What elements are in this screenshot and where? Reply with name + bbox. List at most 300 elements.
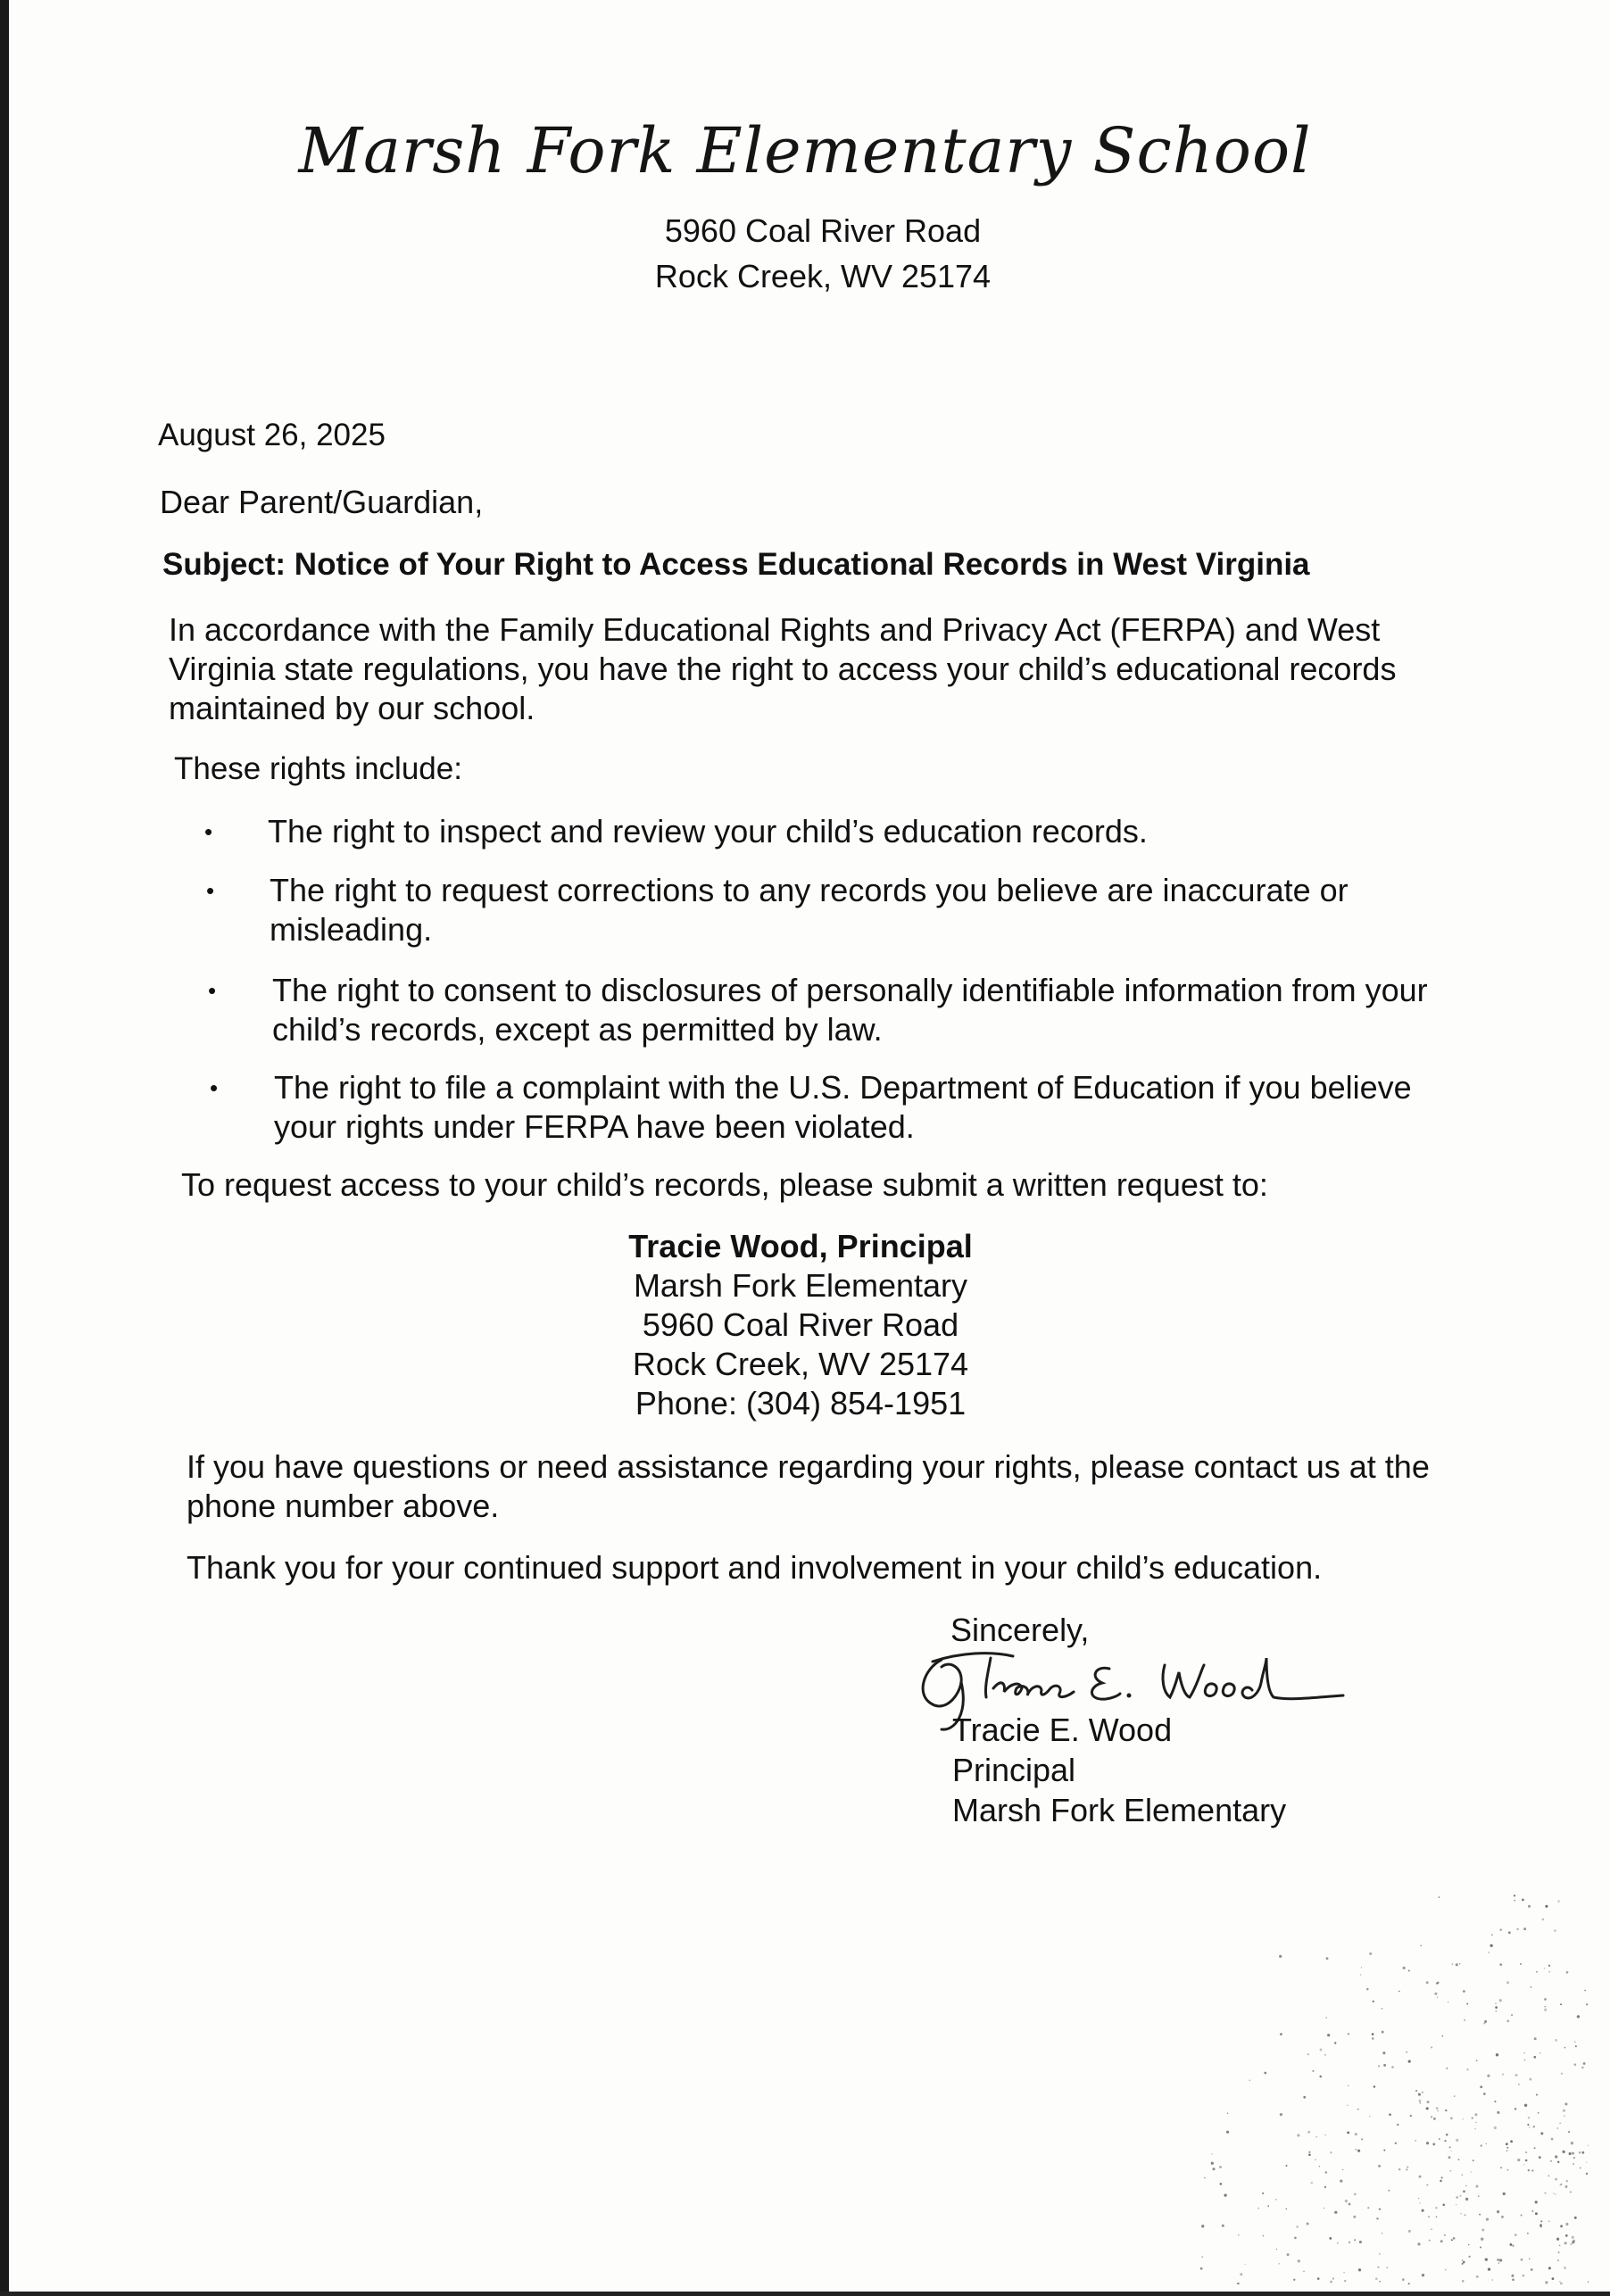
speckle-dot <box>1348 2033 1349 2035</box>
speckle-dot <box>1204 2177 1206 2179</box>
speckle-dot <box>1523 2275 1524 2276</box>
speckle-dot <box>1564 2102 1567 2105</box>
speckle-dot <box>1360 1974 1361 1975</box>
speckle-dot <box>1452 1963 1454 1965</box>
speckle-dot <box>1293 2279 1295 2281</box>
speckle-dot <box>1442 2203 1445 2206</box>
speckle-dot <box>1499 2259 1502 2261</box>
speckle-dot <box>1475 2185 1478 2188</box>
speckle-dot <box>1527 2233 1529 2234</box>
speckle-dot <box>1438 2110 1439 2111</box>
speckle-dot <box>1569 2152 1572 2155</box>
speckle-dot <box>1514 1900 1515 1902</box>
speckle-dot <box>1303 2271 1304 2272</box>
speckle-dot <box>1324 2186 1326 2188</box>
speckle-dot <box>1499 1928 1502 1931</box>
speckle-dot <box>1296 2226 1299 2228</box>
speckle-dot <box>1536 1971 1538 1973</box>
speckle-dot <box>1556 2127 1558 2129</box>
speckle-dot <box>1332 2277 1334 2279</box>
speckle-dot <box>1445 2110 1448 2112</box>
speckle-dot <box>1508 1931 1511 1934</box>
speckle-dot <box>1485 2258 1488 2260</box>
speckle-dot <box>1369 2116 1371 2118</box>
speckle-dot <box>1561 2184 1563 2185</box>
thanks-paragraph: Thank you for your continued support and involvement in your child’s education. <box>187 1549 1323 1586</box>
speckle-dot <box>1481 2228 1484 2231</box>
speckle-dot <box>1410 2115 1412 2117</box>
speckle-dot <box>1465 2214 1466 2216</box>
speckle-dot <box>1334 2211 1337 2214</box>
speckle-dot <box>1431 2228 1432 2230</box>
speckle-dot <box>1415 2090 1417 2092</box>
speckle-dot <box>1330 2151 1332 2153</box>
speckle-dot <box>1555 2039 1557 2042</box>
speckle-dot <box>1244 2264 1245 2265</box>
speckle-dot <box>1435 2207 1437 2209</box>
speckle-dot <box>1490 1944 1492 1947</box>
speckle-dot <box>1433 2118 1436 2120</box>
speckle-dot <box>1476 2060 1478 2061</box>
speckle-dot <box>1386 2267 1388 2268</box>
speckle-dot <box>1388 2190 1390 2192</box>
speckle-dot <box>1495 2010 1497 2012</box>
speckle-dot <box>1523 2164 1524 2165</box>
speckle-dot <box>1473 2159 1474 2161</box>
right-item-text: The right to request corrections to any records you believe are inaccurate or misleading. <box>270 872 1349 948</box>
speckle-dot <box>1577 2015 1580 2018</box>
speckle-dot <box>1503 2192 1506 2195</box>
speckle-dot <box>1434 1993 1437 1995</box>
speckle-dot <box>1548 2221 1550 2223</box>
speckle-dot <box>1427 2101 1430 2103</box>
speckle-dot <box>1395 2143 1397 2144</box>
speckle-dot <box>1431 2116 1432 2118</box>
speckle-dot <box>1572 2236 1574 2239</box>
speckle-dot <box>1422 2274 1424 2276</box>
speckle-dot <box>1420 2102 1421 2103</box>
speckle-dot <box>1349 2203 1351 2206</box>
scan-edge-bottom <box>0 2292 1610 2296</box>
speckle-dot <box>1355 2133 1357 2135</box>
request-instruction: To request access to your child’s records, please submit a written request to: <box>181 1166 1268 1203</box>
speckle-dot <box>1361 2138 1363 2140</box>
speckle-dot <box>1325 2134 1326 2135</box>
speckle-dot <box>1548 2175 1550 2176</box>
bullet-icon: • <box>206 877 215 904</box>
speckle-dot <box>1267 2205 1269 2207</box>
speckle-dot <box>1483 2093 1486 2095</box>
speckle-dot <box>1444 2140 1446 2142</box>
speckle-dot <box>1491 1935 1493 1936</box>
speckle-dot <box>1275 2199 1276 2200</box>
speckle-dot <box>1529 2078 1531 2081</box>
speckle-dot <box>1407 2167 1408 2168</box>
speckle-dot <box>1564 2115 1565 2117</box>
speckle-dot <box>1524 2104 1527 2107</box>
speckle-dot <box>1531 2268 1533 2271</box>
speckle-dot <box>1465 2185 1466 2186</box>
speckle-dot <box>1588 2145 1589 2146</box>
speckle-dot <box>1201 2225 1204 2227</box>
speckle-dot <box>1439 1896 1440 1898</box>
speckle-dot <box>1531 2210 1533 2212</box>
speckle-dot <box>1324 2054 1326 2056</box>
questions-paragraph: If you have questions or need assistance regarding your rights, please contact us at the phone number above. <box>187 1448 1430 1524</box>
speckle-dot <box>1343 2272 1344 2273</box>
speckle-dot <box>1474 2113 1477 2116</box>
speckle-dot <box>1227 2113 1228 2114</box>
speckle-dot <box>1420 1945 1422 1947</box>
speckle-dot <box>1511 2275 1514 2277</box>
speckle-dot <box>1559 2281 1560 2282</box>
speckle-dot <box>1220 2183 1223 2185</box>
speckle-dot <box>1391 2066 1394 2068</box>
speckle-dot <box>1559 2245 1560 2246</box>
speckle-dot <box>1583 2062 1586 2065</box>
contact-school: Marsh Fork Elementary <box>633 1267 968 1304</box>
speckle-dot <box>1465 2198 1468 2201</box>
closing-text: Sincerely, <box>950 1612 1090 1648</box>
speckle-dot <box>1444 2234 1446 2236</box>
speckle-dot <box>1535 2212 1538 2215</box>
speckle-dot <box>1472 2118 1473 2119</box>
speckle-dot <box>1481 2238 1483 2241</box>
school-name-heading: Marsh Fork Elementary School <box>298 114 1312 187</box>
speckle-dot <box>1542 1919 1545 1921</box>
speckle-dot <box>1468 2256 1470 2258</box>
speckle-dot <box>1559 2123 1560 2124</box>
speckle-dot <box>1494 2101 1496 2102</box>
speckle-dot <box>1487 2075 1490 2077</box>
speckle-dot <box>1437 1982 1439 1984</box>
subject-line: Subject: Notice of Your Right to Access Educational Records in West Virginia <box>162 547 1310 582</box>
speckle-dot <box>1238 2234 1239 2235</box>
speckle-dot <box>1454 2095 1455 2096</box>
speckle-dot <box>1307 2131 1310 2134</box>
speckle-dot <box>1548 1965 1550 1967</box>
speckle-dot <box>1586 2173 1588 2175</box>
speckle-dot <box>1418 2100 1421 2102</box>
speckle-dot <box>1212 2168 1215 2170</box>
speckle-dot <box>1456 1963 1458 1966</box>
speckle-dot <box>1376 2217 1379 2220</box>
speckle-dot <box>1480 2246 1481 2248</box>
signer-name: Tracie E. Wood <box>952 1712 1173 1748</box>
speckle-dot <box>1533 2056 1536 2059</box>
speckle-dot <box>1568 2131 1570 2133</box>
speckle-dot <box>1540 2132 1543 2134</box>
speckle-dot <box>1358 2268 1361 2271</box>
speckle-dot <box>1240 2273 1242 2275</box>
speckle-dot <box>1518 2084 1520 2085</box>
speckle-dot <box>1319 2166 1320 2167</box>
speckle-dot <box>1510 2140 1513 2143</box>
speckle-dot <box>1553 2192 1554 2193</box>
speckle-dot <box>1459 1963 1460 1964</box>
speckle-dot <box>1511 2014 1513 2016</box>
speckle-dot <box>1355 2149 1357 2151</box>
speckle-dot <box>1446 2134 1448 2136</box>
contact-street: 5960 Coal River Road <box>642 1306 959 1343</box>
speckle-dot <box>1555 2155 1557 2158</box>
speckle-dot <box>1539 2052 1541 2054</box>
speckle-dot <box>1535 2201 1538 2203</box>
speckle-dot <box>1544 2006 1545 2007</box>
speckle-dot <box>1456 2139 1458 2142</box>
speckle-dot <box>1528 1905 1531 1908</box>
speckle-dot <box>1556 2238 1559 2241</box>
speckle-dot <box>1506 2147 1508 2149</box>
speckle-dot <box>1509 2243 1512 2246</box>
speckle-dot <box>1517 2159 1520 2161</box>
right-item-text: The right to file a complaint with the U.S. Department of Education if you believe your rights under FERPA have been violated. <box>274 1069 1412 1145</box>
speckle-dot <box>1449 2146 1451 2148</box>
speckle-dot <box>1320 2049 1323 2051</box>
speckle-dot <box>1319 2076 1322 2078</box>
speckle-dot <box>1200 2267 1203 2270</box>
speckle-dot <box>1459 2195 1461 2197</box>
speckle-dot <box>1575 2045 1577 2047</box>
speckle-dot <box>1499 1999 1502 2002</box>
speckle-dot <box>1545 1905 1548 1908</box>
speckle-dot <box>1354 2193 1357 2196</box>
speckle-dot <box>1382 2008 1383 2010</box>
speckle-dot <box>1463 1990 1465 1993</box>
speckle-dot <box>1554 1929 1556 1931</box>
speckle-dot <box>1462 2259 1463 2260</box>
speckle-dot <box>1572 2241 1574 2243</box>
speckle-dot <box>1580 2168 1581 2169</box>
speckle-dot <box>1325 2171 1327 2173</box>
speckle-dot <box>1312 2070 1314 2072</box>
speckle-dot <box>1406 2051 1407 2053</box>
speckle-dot <box>1382 2051 1385 2054</box>
speckle-dot <box>1466 2003 1468 2005</box>
speckle-dot <box>1428 2216 1430 2217</box>
speckle-dot <box>1515 2108 1516 2110</box>
speckle-dot <box>1525 2151 1527 2153</box>
speckle-dot <box>1464 2019 1465 2021</box>
speckle-dot <box>1571 2142 1573 2144</box>
speckle-dot <box>1408 2283 1410 2284</box>
speckle-dot <box>1466 2068 1468 2070</box>
speckle-dot <box>1500 2167 1503 2169</box>
speckle-dot <box>1476 2275 1479 2278</box>
speckle-dot <box>1492 2279 1493 2280</box>
speckle-dot <box>1422 2092 1423 2093</box>
speckle-dot <box>1588 2281 1589 2283</box>
speckle-dot <box>1441 2035 1443 2037</box>
speckle-dot <box>1502 2074 1504 2076</box>
speckle-dot <box>1514 1894 1515 1896</box>
speckle-dot <box>1226 2131 1229 2134</box>
speckle-dot <box>1437 1997 1438 1998</box>
speckle-dot <box>1308 2151 1310 2153</box>
speckle-dot <box>1494 2126 1497 2129</box>
speckle-dot <box>1574 2217 1577 2219</box>
speckle-dot <box>1531 2170 1533 2172</box>
speckle-dot <box>1468 2244 1470 2246</box>
speckle-dot <box>1359 2241 1362 2243</box>
speckle-dot <box>1536 2093 1538 2095</box>
speckle-dot <box>1573 2157 1575 2159</box>
bullet-icon: • <box>208 977 217 1004</box>
speckle-dot <box>1426 2107 1429 2110</box>
speckle-dot <box>1555 2178 1557 2181</box>
speckle-dot <box>1408 2230 1411 2233</box>
speckle-dot <box>1307 2053 1309 2055</box>
contact-phone: Phone: (304) 854-1951 <box>635 1385 967 1422</box>
speckle-dot <box>1544 2009 1547 2011</box>
speckle-dot <box>1373 2001 1374 2002</box>
speckle-dot <box>1564 2242 1567 2244</box>
speckle-dot <box>1486 2218 1489 2221</box>
speckle-dot <box>1279 1955 1282 1958</box>
speckle-dot <box>1474 2128 1476 2130</box>
speckle-dot <box>1219 2166 1222 2168</box>
speckle-dot <box>1286 2165 1288 2167</box>
speckle-dot <box>1366 1988 1369 1991</box>
speckle-dot <box>1357 2109 1359 2110</box>
speckle-dot <box>1475 2122 1476 2123</box>
speckle-dot <box>1586 2003 1588 2005</box>
intro-paragraph: In accordance with the Family Educational Rights and Privacy Act (FERPA) and West Virginia state regulations, you have the right to access your child’s educational records maintained by our school. <box>169 611 1397 726</box>
speckle-dot <box>1523 1927 1526 1930</box>
speckle-dot <box>1201 2256 1203 2258</box>
speckle-dot <box>1361 1967 1362 1968</box>
speckle-dot <box>1581 2151 1584 2154</box>
speckle-dot <box>1517 1928 1519 1930</box>
speckle-dot <box>1564 2047 1566 2049</box>
speckle-dot <box>1573 2063 1576 2066</box>
speckle-dot <box>1548 1971 1549 1972</box>
speckle-dot <box>1551 2138 1554 2141</box>
speckle-dot <box>1512 2245 1514 2247</box>
speckle-dot <box>1287 2253 1290 2256</box>
speckle-dot <box>1574 2041 1575 2042</box>
speckle-dot <box>1565 2185 1568 2188</box>
speckle-dot <box>1354 2239 1356 2241</box>
speckle-dot <box>1560 2225 1563 2227</box>
speckle-dot <box>1440 2180 1441 2182</box>
speckle-dot <box>1379 2208 1381 2209</box>
speckle-dot <box>1521 2259 1523 2261</box>
speckle-dot <box>1237 2283 1240 2284</box>
speckle-dot <box>1533 2126 1535 2127</box>
speckle-dot <box>1315 2136 1316 2137</box>
speckle-dot <box>1415 2140 1416 2141</box>
speckle-dot <box>1497 2210 1499 2213</box>
speckle-dot <box>1548 2267 1551 2269</box>
speckle-dot <box>1544 1968 1545 1969</box>
speckle-dot <box>1448 2156 1451 2159</box>
speckle-dot <box>1521 2215 1523 2217</box>
speckle-dot <box>1565 2234 1568 2237</box>
speckle-dot <box>1263 2235 1265 2237</box>
speckle-dot <box>1342 2169 1343 2170</box>
speckle-dot <box>1345 2200 1348 2202</box>
speckle-dot <box>1544 2192 1546 2193</box>
speckle-dot <box>1357 2150 1360 2152</box>
speckle-dot <box>1436 2216 1438 2217</box>
speckle-dot <box>1403 1967 1406 1969</box>
speckle-dot <box>1436 2107 1438 2109</box>
speckle-dot <box>1446 2068 1448 2069</box>
speckle-dot <box>1525 2159 1528 2162</box>
speckle-dot <box>1379 2281 1381 2283</box>
speckle-dot <box>1450 2117 1453 2119</box>
speckle-dot <box>1515 2234 1516 2235</box>
speckle-dot <box>1539 2224 1542 2226</box>
speckle-dot <box>1257 2208 1259 2209</box>
speckle-dot <box>1334 2042 1336 2043</box>
speckle-dot <box>1527 2124 1529 2126</box>
speckle-dot <box>1544 1998 1547 2001</box>
contact-name-title: Tracie Wood, Principal <box>628 1228 973 1264</box>
speckle-dot <box>1530 1986 1531 1988</box>
speckle-dot <box>1402 2278 1405 2281</box>
speckle-dot <box>1461 2174 1463 2176</box>
speckle-dot <box>1570 2192 1572 2193</box>
speckle-dot <box>1222 2225 1224 2227</box>
speckle-dot <box>1560 2283 1563 2284</box>
speckle-dot <box>1373 2085 1376 2088</box>
speckle-dot <box>1451 2239 1453 2241</box>
speckle-dot <box>1579 2151 1581 2153</box>
rights-intro: These rights include: <box>174 751 462 786</box>
speckle-dot <box>1326 1957 1329 1960</box>
speckle-dot <box>1499 1963 1502 1966</box>
speckle-dot <box>1478 2195 1480 2197</box>
bullet-icon: • <box>204 818 213 845</box>
speckle-dot <box>1572 2152 1574 2155</box>
speckle-dot <box>1406 2168 1407 2170</box>
speckle-dot <box>1495 2002 1497 2004</box>
speckle-dot <box>1382 2031 1384 2034</box>
speckle-dot <box>1262 2192 1264 2194</box>
speckle-dot <box>1566 1971 1569 1974</box>
speckle-dot <box>1555 2194 1556 2195</box>
letterhead-address-line1: 5960 Coal River Road <box>664 212 982 249</box>
signer-title: Principal <box>952 1752 1076 1788</box>
speckle-dot <box>1557 2259 1559 2261</box>
speckle-dot <box>1445 2269 1446 2270</box>
speckle-dot <box>1488 2267 1490 2270</box>
speckle-dot <box>1586 2162 1587 2163</box>
speckle-dot <box>1453 2237 1456 2240</box>
speckle-dot <box>1327 2034 1330 2036</box>
scan-edge-left <box>0 0 9 2296</box>
speckle-dot <box>1280 2113 1282 2116</box>
speckle-dot <box>1329 2237 1332 2240</box>
speckle-dot <box>1448 2002 1449 2003</box>
speckle-dot <box>1379 2253 1380 2254</box>
signer-school: Marsh Fork Elementary <box>952 1792 1287 1828</box>
speckle-dot <box>1558 2251 1560 2253</box>
speckle-dot <box>1529 2126 1530 2127</box>
speckle-dot <box>1349 2242 1350 2243</box>
speckle-dot <box>1398 2168 1400 2170</box>
speckle-dot <box>1462 2280 1465 2283</box>
speckle-dot <box>1337 2242 1338 2243</box>
speckle-dot <box>1520 1963 1522 1965</box>
speckle-dot <box>1369 1952 1372 1955</box>
speckle-dot <box>1426 1981 1429 1984</box>
speckle-dot <box>1573 2163 1574 2165</box>
speckle-dot <box>1418 2198 1419 2199</box>
speckle-dot <box>1378 2065 1380 2067</box>
